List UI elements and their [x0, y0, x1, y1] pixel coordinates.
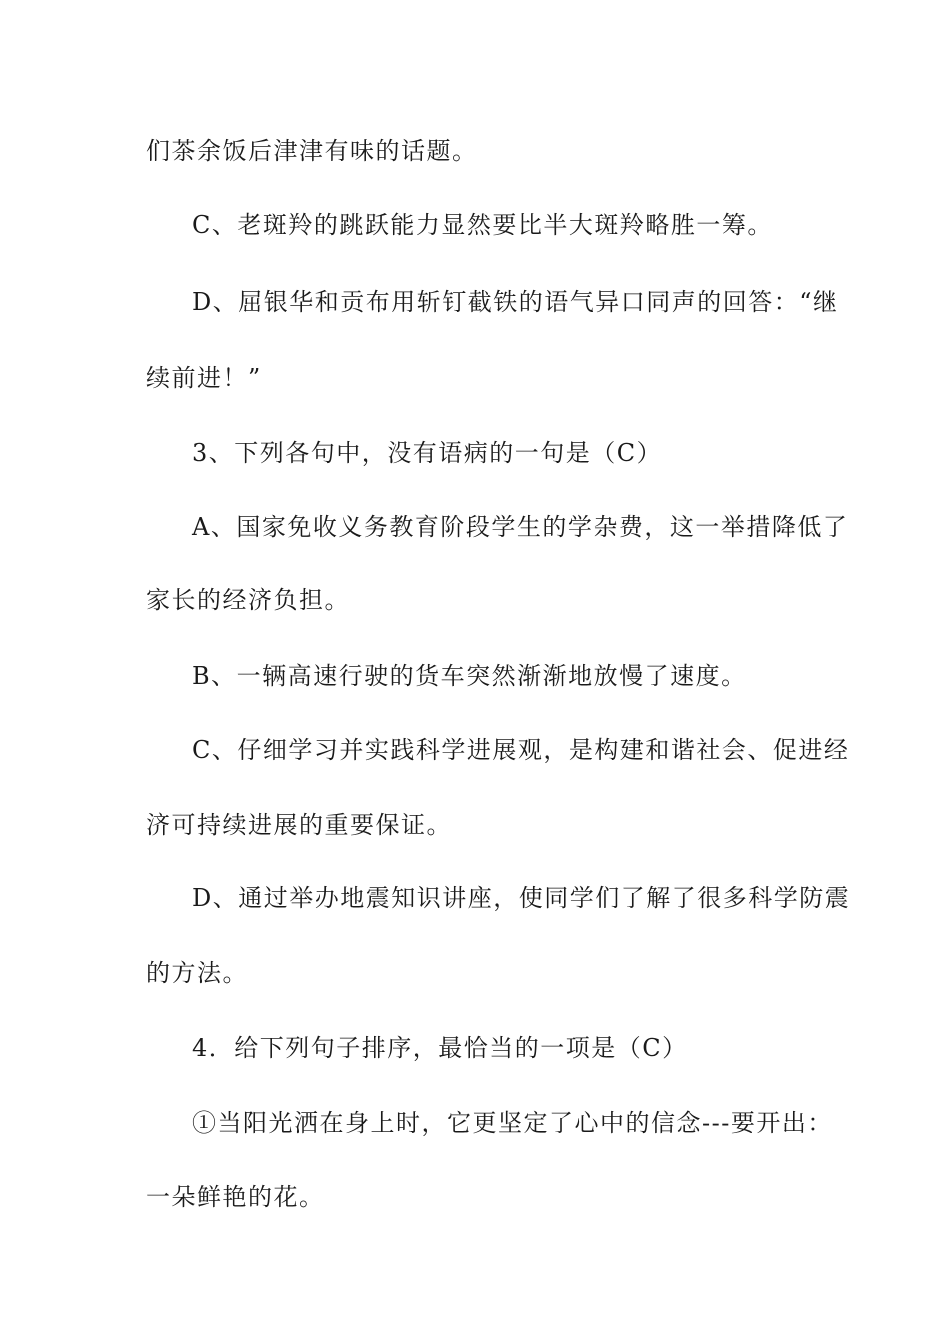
text-line: C、老斑羚的跳跃能力显然要比半大斑羚略胜一筹。: [192, 211, 773, 239]
text-line: 济可持续进展的重要保证。: [146, 811, 452, 839]
text-line: 家长的经济负担。: [146, 586, 350, 614]
text-line: 3、下列各句中，没有语病的一句是（C）: [192, 439, 663, 467]
text-line: 4．给下列句子排序，最恰当的一项是（C）: [192, 1034, 688, 1062]
text-line: D、通过举办地震知识讲座，使同学们了解了很多科学防震: [192, 884, 851, 912]
text-line: C、仔细学习并实践科学进展观，是构建和谐社会、促进经: [192, 736, 850, 764]
text-line: D、屈银华和贡布用斩钉截铁的语气异口同声的回答：“继: [192, 288, 839, 316]
text-line: ①当阳光洒在身上时，它更坚定了心中的信念---要开出：: [192, 1109, 833, 1137]
text-line: 的方法。: [146, 959, 248, 987]
text-line: 一朵鲜艳的花。: [146, 1183, 325, 1211]
text-line: 们茶余饭后津津有味的话题。: [146, 137, 478, 165]
text-line: 续前进！”: [146, 364, 262, 392]
text-line: A、国家免收义务教育阶段学生的学杂费，这一举措降低了: [192, 513, 849, 541]
text-line: B、一辆高速行驶的货车突然渐渐地放慢了速度。: [192, 662, 747, 690]
